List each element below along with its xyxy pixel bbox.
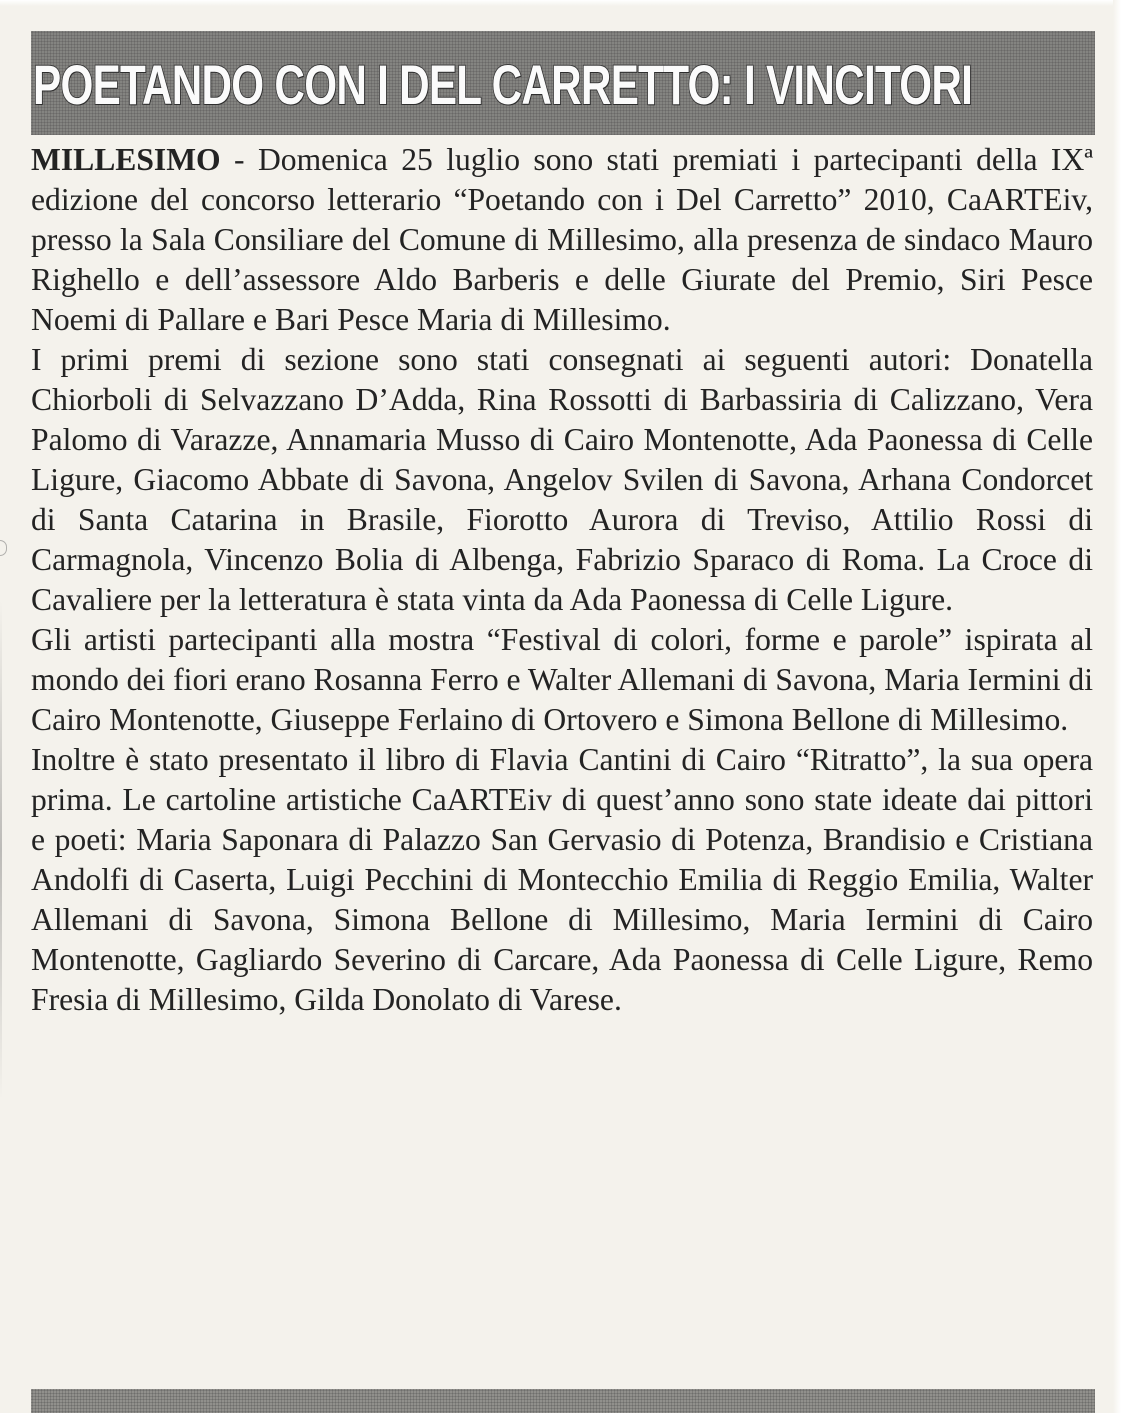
binder-hole-mark — [0, 540, 7, 556]
article-paragraph-3: Gli artisti partecipanti alla mostra “Festival di colori, forme e parole” ispirata al mondo dei fiori erano Rosanna Ferro e Walter Allemani di Savona, Maria Iermini di Cairo Montenotte, Giuseppe Ferlaino di Ortovero e Simona Bellone di Millesimo. — [31, 622, 1093, 737]
headline-title: POETANDO CON I DEL CARRETTO: I VINCITORI — [33, 53, 973, 116]
bottom-band — [31, 1389, 1095, 1413]
paper-edge-right — [1113, 0, 1121, 1413]
article-paragraph-2: I primi premi di sezione sono stati consegnati ai seguenti autori: Donatella Chiorboli di Selvazzano D’Adda, Rina Rossotti di Barbassiria di Calizzano, Vera Palomo di Varazze, Annamaria Musso di Cairo Montenotte, Ada Paonessa di Celle Ligure, Giacomo Abbate di Savona, Angelov Svilen di Savona, Arhana Condorcet di Santa Catarina in Brasile, Fiorotto Aurora di Treviso, Attilio Rossi di Carmagnola, Vincenzo Bolia di Albenga, Fabrizio Sparaco di Roma. La Croce di Cavaliere per la letteratura è stata vinta da Ada Paonessa di Celle Ligure. — [31, 342, 1093, 617]
article-body — [31, 140, 1093, 1020]
margin-rule — [0, 600, 2, 1100]
headline-band — [31, 31, 1095, 135]
paper-edge — [0, 0, 1121, 6]
dateline: MILLESIMO — [31, 142, 221, 177]
paragraph-text: - Domenica 25 luglio sono stati premiati i partecipanti della IXª edizione del concorso letterario “Poetando con i Del Carretto” 2010, CaARTEiv, presso la Sala Consiliare del Comune di Millesimo, alla presenza de sindaco Mauro Righello e dell’assessore Aldo Barberis e delle Giurate del Premio, Siri Pesce Noemi di Pallare e Bari Pesce Maria di Millesimo. — [31, 142, 1093, 337]
article-paragraph-4: Inoltre è stato presentato il libro di Flavia Cantini di Cairo “Ritratto”, la sua opera prima. Le cartoline artistiche CaARTEiv di quest’anno sono state ideate dai pittori e poeti: Maria Saponara di Palazzo San Gervasio di Potenza, Brandisio e Cristiana Andolfi di Caserta, Luigi Pecchini di Montecchio Emilia di Reggio Emilia, Walter Allemani di Savona, Simona Bellone di Millesimo, Maria Iermini di Cairo Montenotte, Gagliardo Severino di Carcare, Ada Paonessa di Celle Ligure, Remo Fresia di Millesimo, Gilda Donolato di Varese. — [31, 742, 1093, 1017]
article-paragraph-1 — [31, 140, 1093, 340]
